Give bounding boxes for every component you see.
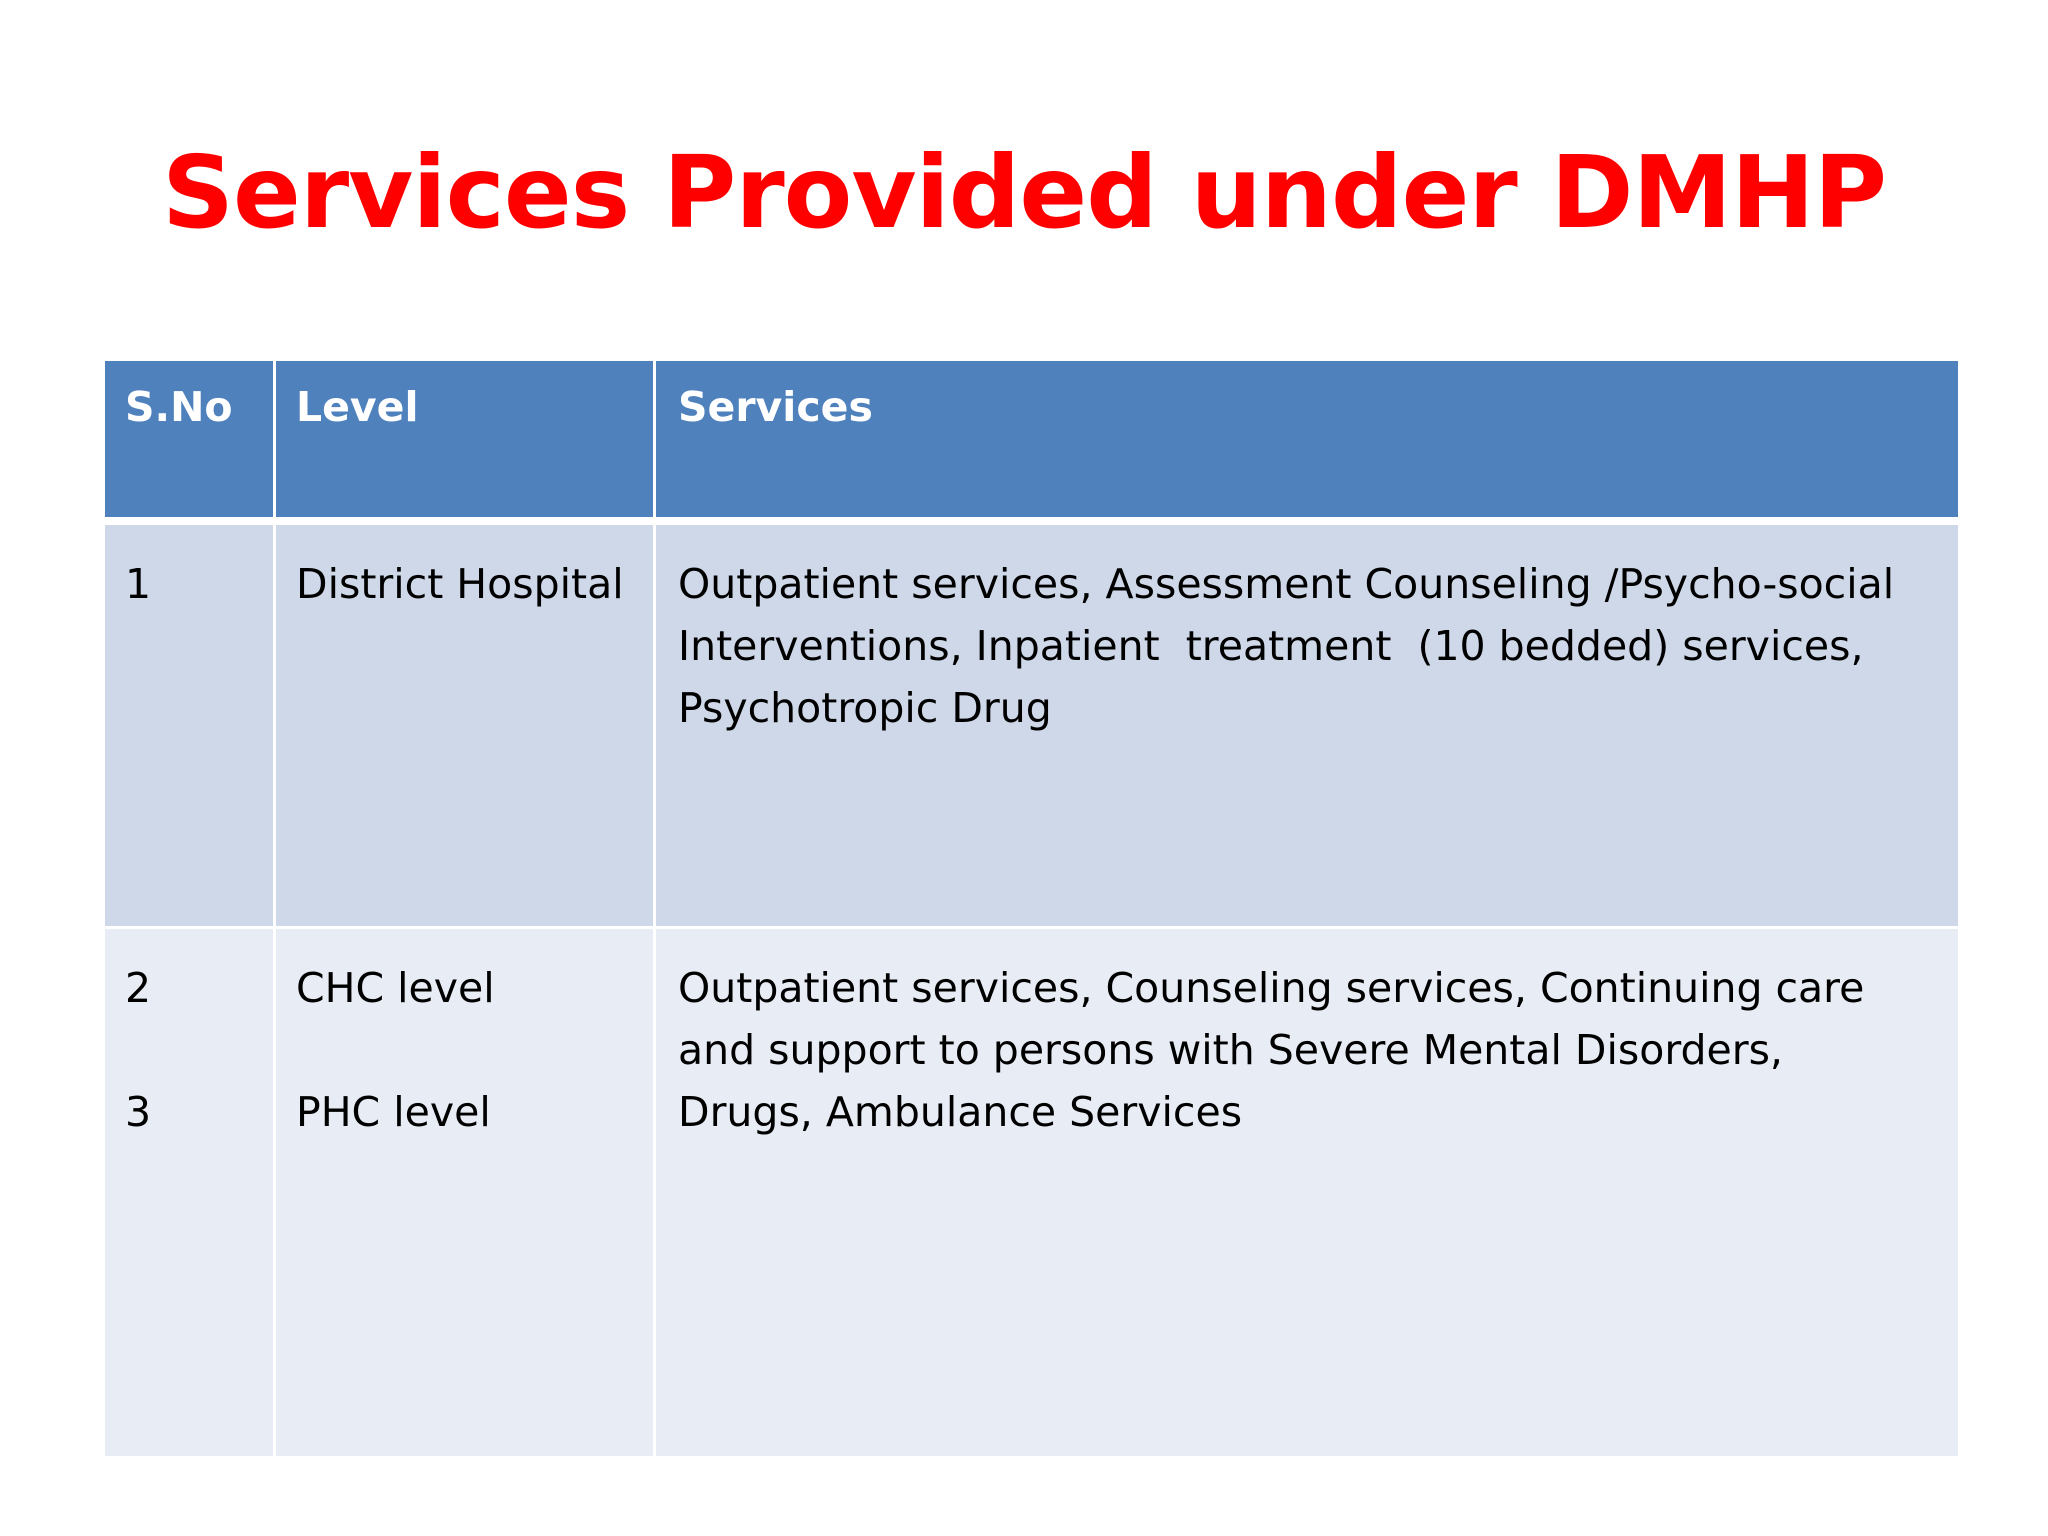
header-level: Level xyxy=(276,361,653,517)
row2-sno-b: 3 xyxy=(125,1088,152,1136)
row2-level-a: CHC level xyxy=(296,964,495,1012)
header-services: Services xyxy=(656,361,1958,517)
row1-services-cell xyxy=(656,525,1958,926)
row2-services-cell xyxy=(656,929,1958,1456)
row2-sno-cell xyxy=(105,929,273,1456)
row1-level: District Hospital xyxy=(296,560,624,608)
slide-title: Services Provided under DMHP xyxy=(161,134,1887,251)
row1-sno: 1 xyxy=(125,560,152,608)
services-table xyxy=(105,361,1958,1456)
row2-sno-a: 2 xyxy=(125,964,152,1012)
row1-services-line3: Psychotropic Drug xyxy=(678,684,1052,732)
row1-sno-cell xyxy=(105,525,273,926)
row2-level-cell xyxy=(276,929,653,1456)
row1-services-line1: Outpatient services, Assessment Counseling /Psycho-social xyxy=(678,560,1895,608)
row1-services-line2: Interventions, Inpatient treatment (10 bedded) services, xyxy=(678,622,1864,670)
row1-level-cell xyxy=(276,525,653,926)
row2-level-b: PHC level xyxy=(296,1088,491,1136)
row2-services-line3: Drugs, Ambulance Services xyxy=(678,1088,1243,1136)
row2-services-line1: Outpatient services, Counseling services, Continuing care xyxy=(678,964,1865,1012)
row2-services-line2: and support to persons with Severe Mental Disorders, xyxy=(678,1026,1783,1074)
header-sno: S.No xyxy=(105,361,273,517)
